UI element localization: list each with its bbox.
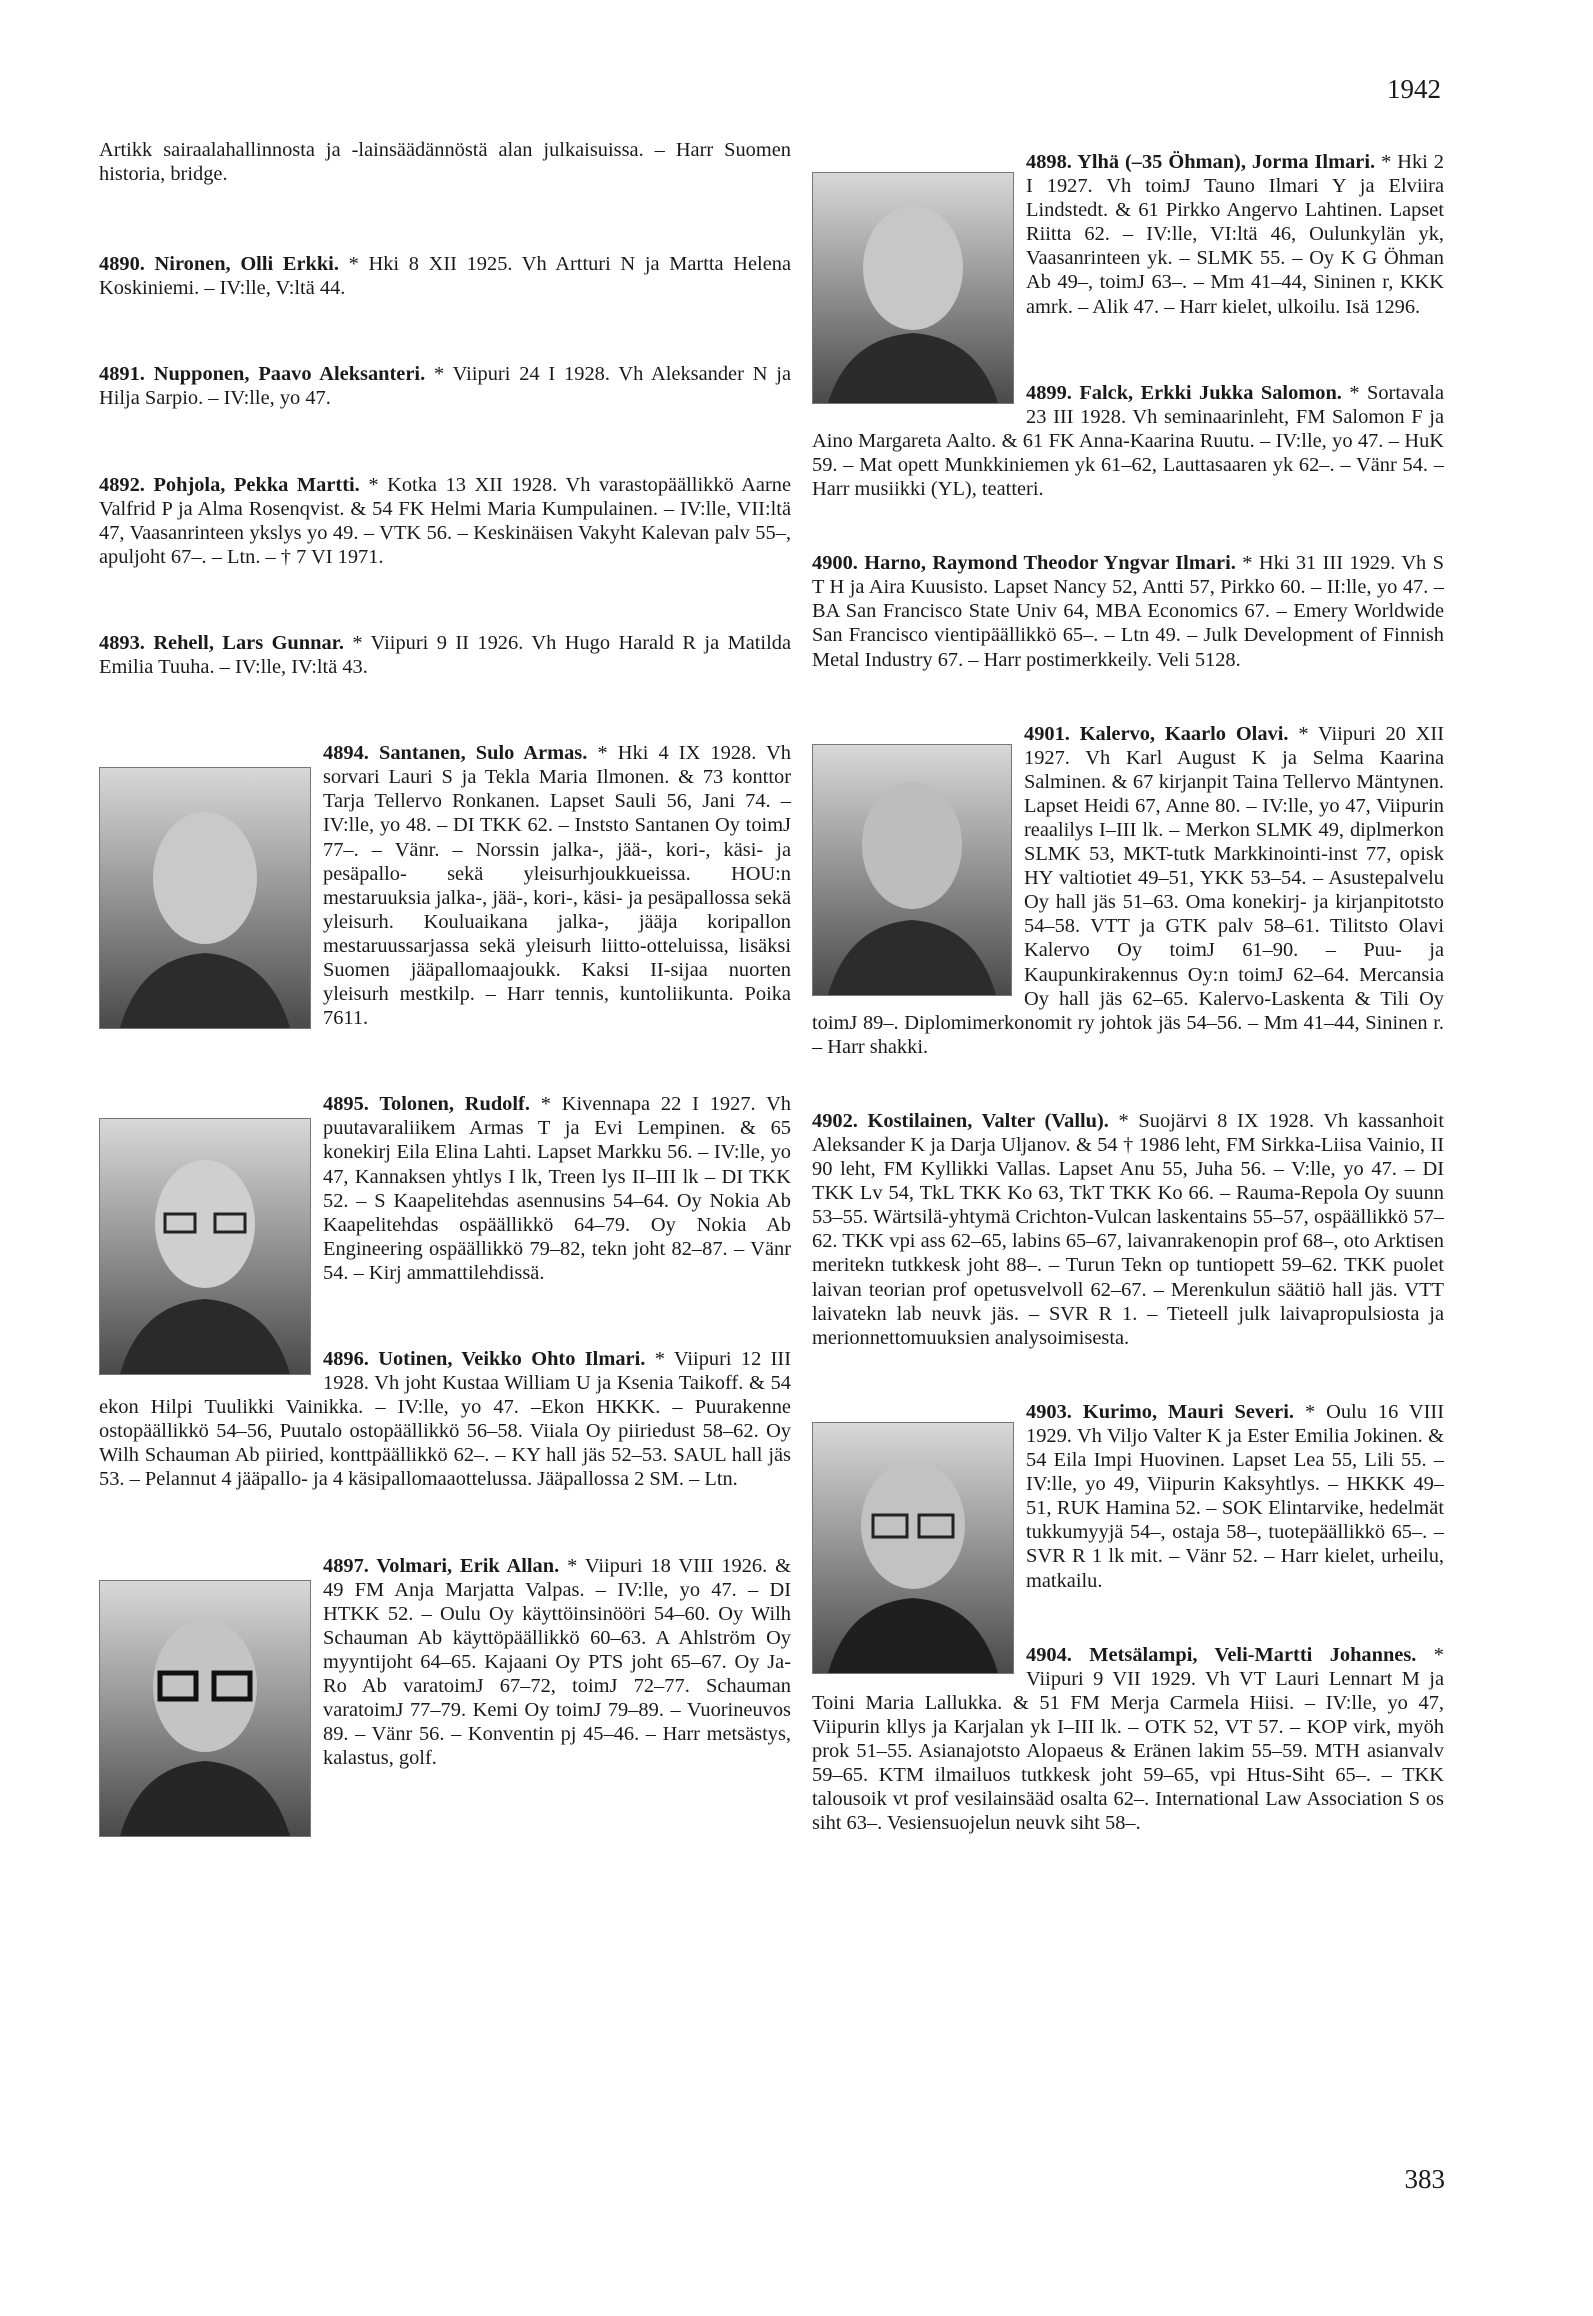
entry-text: * Kivennapa 22 I 1927. Vh puutavaraliikem Armas T ja Evi Lempinen. & 65 konekirj Eila Elina Lahti. Lapset Markku 56. – IV:lle, yo 47, Kannaksen yhtlys I lk, Treen lys II–III lk – DI TKK 52. – S Kaapelitehdas asennusins 54–64. Oy Nokia Ab Kaapelitehdas ospäällikkö 64–79. Oy Nokia Ab Engineering ospäällikkö 79–82, tekn joht 82–87. – Vänr 54. – Kirj ammattilehdissä. [323,1093,791,1284]
portrait-photo [812,172,1014,404]
entry-text: * Kotka 13 XII 1928. Vh varastopäällikkö Aarne Valfrid P ja Alma Rosenqvist. & 54 FK Helmi Maria Kumpulainen. – IV:lle, VII:ltä 47, Vaasanrinteen ykslys yo 49. – VTK 56. – Keskinäisen Vakyht Kalevan palv 55–, apuljoht 67–. – Ltn. – † 7 VI 1971. [99,473,791,568]
entry-text: * Viipuri 20 XII 1927. Vh Karl August K ja Selma Kaarina Salminen. & 67 kirjanpit Taina Tellervo Mäntynen. Lapset Heidi 67, Anne 80. – IV:lle, yo 47, Viipurin reaalilys I–III lk. – Merkon SLMK 49, diplmerkon SLMK 53, MKT-tutk Markkinointi-inst 77, opisk HY valtiotiet 49–51, YKK 53–54. – Asustepalvelu Oy hall jäs 51–63. Oma konekirj- ja kirjanpitotsto 54–58. VTT ja GTK palv 58–61. Tilitsto Olavi Kalervo Oy toimJ 61–90. – Puu- ja Kaupunkirakennus Oy:n toimJ 62–64. Mercansia Oy hall jäs 62–65. Kalervo-Laskenta & Tili Oy toimJ 89–. Diplomimerkonomit ry johtok jäs 54–56. – Mm 41–44, Sininen r. – Harr shakki. [812,722,1444,1058]
entry-4903 [812,1400,1444,1593]
entry-text: * Viipuri 9 VII 1929. Vh VT Lauri Lennart M ja Toini Maria Lallukka. & 51 FM Merja Carmela Hiisi. – IV:lle, yo 47, Viipurin kllys ja Karjalan yk I–III lk. – OTK 52, VT 57. – KOP virk, myöh prok 51–55. Asianajotsto Alopaeus & Eränen lakim 55–59. MTH asianvalv 59–65. KTM ilmailuos tutkkesk joht 59–65, vpi Htus-Siht 65–. – TKK talousoik vt prof vesilainsääd osalta 62–. International Law Association S os siht 63–. Vesiensuojelun neuvk siht 58–. [812,1643,1445,1835]
portrait-icon [813,745,1011,995]
entry-4902 [812,1109,1444,1350]
entry-head: 4899. Falck, Erkki Jukka Salomon. [1026,381,1342,404]
portrait-photo [812,744,1012,996]
entry-4895 [99,1092,791,1285]
entry-text: * Viipuri 24 I 1928. Vh Aleksander N ja Hilja Sarpio. – IV:lle, yo 47. [99,363,791,410]
right-column [812,150,1444,1863]
entry-text: * Hki 8 XII 1925. Vh Artturi N ja Martta Helena Koskiniemi. – IV:lle, V:ltä 44. [99,253,791,300]
entry-4897 [99,1554,791,1771]
intro-text: Artikk sairaalahallinnosta ja -lainsäädännöstä alan julkaisuissa. – Harr Suomen historia, bridge. [99,139,791,186]
portrait-icon [100,768,310,1028]
entry-head: 4900. Harno, Raymond Theodor Yngvar Ilmari. [812,552,1236,575]
portrait-photo [99,1580,311,1837]
entry-text: * Viipuri 18 VIII 1926. & 49 FM Anja Marjatta Valpas. – IV:lle, yo 47. – DI HTKK 52. – Oulu Oy käyttöinsinööri 54–60. Oy Wilh Schauman Ab käyttöpäällikkö 60–63. A Ahlström Oy myyntijoht 64–65. Kajaani Oy PTS joht 65–67. Oy Ja-Ro Ab varatoimJ 67–72, toimJ 72–77. Schauman varatoimJ 77–79. Kemi Oy toimJ 79–89. – Vuorineuvos 89. – Vänr 56. – Konventin pj 45–46. – Harr metsästys, kalastus, golf. [323,1554,791,1770]
entry-head: 4894. Santanen, Sulo Armas. [323,742,588,765]
entry-4890 [99,252,791,300]
entry-4894 [99,741,791,1030]
entry-text: * Hki 4 IX 1928. Vh sorvari Lauri S ja Tekla Maria Ilmonen. & 73 konttor Tarja Tellervo Ronkanen. Lapset Sauli 56, Jani 74. – IV:lle, yo 48. – DI TKK 62. – Inststo Santanen Oy toimJ 77–. – Vänr. – Norssin jalka-, jää-, kori-, käsi- ja pesäpallo- sekä yleisurhjoukkueissa. HOU:n mestaruuksia jalka-, jää-, kori-, käsi- ja pesäpallossa sekä yleisurh. Kouluaikana jalka-, jääja koripallon mestaruussarjassa sekä yleisurh liitto-otteluissa, lisäksi Suomen jääpallomaajoukk. Kaksi II-sijaa nuorten yleisurh mestkilp. – Harr tennis, kuntoliikunta. Poika 7611. [323,742,791,1030]
entry-4891 [99,362,791,410]
portrait-photo [99,767,311,1029]
entry-head: 4898. Ylhä (–35 Öhman), Jorma Ilmari. [1026,151,1376,173]
entry-text: * Sortavala 23 III 1928. Vh seminaarinleht, FM Salomon F ja Aino Margareta Aalto. & 61 FK Anna-Kaarina Ruutu. – IV:lle, yo 47. – HuK 59. – Mat opett Munkkiniemen yk 61–62, Lauttasaaren yk 62–. – Vänr 54. – Harr musiikki (YL), teatteri. [812,381,1444,501]
entry-text: * Oulu 16 VIII 1929. Vh Viljo Valter K ja Ester Emilia Jokinen. & 54 Eila Impi Huovinen. Lapset Lea 55, Lili 55. – IV:lle, yo 49, Viipurin Kaksyhtlys. – HKKK 49–51, RUK Hamina 52. – SOK Elintarvike, hedelmät tukkumyyjä 54–, ostaja 58–, tuotepäällikkö 65–. – SVR R 1 lk mit. – Vänr 52. – Harr kielet, urheilu, matkailu. [1026,1400,1444,1592]
entry-head: 4901. Kalervo, Kaarlo Olavi. [1024,722,1289,745]
entry-4901 [812,722,1444,1059]
left-column [99,138,791,1841]
entry-head: 4902. Kostilainen, Valter (Vallu). [812,1109,1109,1132]
portrait-icon [813,1423,1013,1673]
entry-head: 4890. Nironen, Olli Erkki. [99,253,339,276]
entry-head: 4904. Metsälampi, Veli-Martti Johannes. [1026,1643,1417,1666]
entry-text: * Suojärvi 8 IX 1928. Vh kassanhoit Aleksander K ja Darja Uljanov. & 54 † 1986 leht, FM Sirkka-Liisa Vainio, II 90 leht, FM Kyllikki Vallas. Lapset Anu 55, Juha 56. – V:lle, yo 47. – DI TKK Lv 54, TkL TKK Ko 63, TkT TKK Ko 66. – Rauma-Repola Oy suunn 53–55. Wärtsilä-yhtymä Crichton-Vulcan laskentains 55–57, ospäällikkö 57–62. TKK vpi ass 62–65, labins 65–67, laivanrakenopin prof 68–, oto Arktisen meritekn tutkkesk joht 88–. – Turun Tekn op tuntiopett 59–62. TKK puolet laivan teorian prof opetusvelvoll 62–67. – Merenkulun säätiö hall jäs. VTT laivatekn lab neuvk jäs. – SVR R 1. – Tieteell julk laivapropulsiosta ja merionnettomuuksien analysoimisesta. [812,1109,1444,1349]
portrait-icon [813,173,1013,403]
entry-text: * Viipuri 9 II 1926. Vh Hugo Harald R ja Matilda Emilia Tuuha. – IV:lle, IV:ltä 43. [99,631,792,679]
entry-4898 [812,150,1444,319]
entry-text: * Hki 2 I 1927. Vh toimJ Tauno Ilmari Y ja Elviira Lindstedt. & 61 Pirkko Angervo Lahtinen. Lapset Riitta 62. – IV:lle, VI:ltä 46, Oulunkylän yk, Vaasanrinteen yk. – SLMK 55. – Oy K G Öhman Ab 49–, toimJ 63–. – Mm 41–44, Sininen r, KKK amrk. – Alik 47. – Harr kielet, ulkoilu. Isä 1296. [1026,151,1444,318]
entry-4893 [99,631,791,679]
entry-text: * Hki 31 III 1929. Vh S T H ja Aira Kuusisto. Lapset Nancy 52, Antti 57, Pirkko 60. – II:lle, yo 47. – BA San Francisco State Univ 64, MBA Economics 67. – Emery Worldwide San Francisco vientipäällikkö 65–. – Ltn 49. – Julk Development of Finnish Metal Industry 67. – Harr postimerkkeily. Veli 5128. [812,552,1445,671]
entry-4892 [99,473,791,569]
entry-head: 4893. Rehell, Lars Gunnar. [99,631,344,654]
entry-head: 4896. Uotinen, Veikko Ohto Ilmari. [323,1348,646,1370]
portrait-icon [100,1119,310,1374]
entry-head: 4903. Kurimo, Mauri Severi. [1026,1400,1294,1423]
entry-text: * Viipuri 12 III 1928. Vh joht Kustaa William U ja Ksenia Taikoff. & 54 ekon Hilpi Tuulikki Vainikka. – IV:lle, yo 47. –Ekon HKKK. – Puurakenne ostopäällikkö 54–56, Puutalo ostopäällikkö 56–58. Viiala Oy piiriedust 58–62. Oy Wilh Schauman Ab piiried, konttpäällikkö 62–. – KY hall jäs 52–53. SAUL hall jäs 53. – Pelannut 4 jääpallo- ja 4 käsipallomaaottelussa. Jääpallossa 2 SM. – Ltn. [99,1348,791,1491]
portrait-photo [812,1422,1014,1674]
page-number-top: 1942 [1387,74,1441,104]
entry-head: 4897. Volmari, Erik Allan. [323,1554,560,1577]
portrait-icon [100,1581,310,1836]
portrait-photo [99,1118,311,1375]
page-number-bottom: 383 [1404,2164,1445,2194]
entry-head: 4895. Tolonen, Rudolf. [323,1093,530,1116]
entry-head: 4891. Nupponen, Paavo Aleksanteri. [99,363,426,386]
entry-4900 [812,551,1444,671]
entry-head: 4892. Pohjola, Pekka Martti. [99,473,360,496]
